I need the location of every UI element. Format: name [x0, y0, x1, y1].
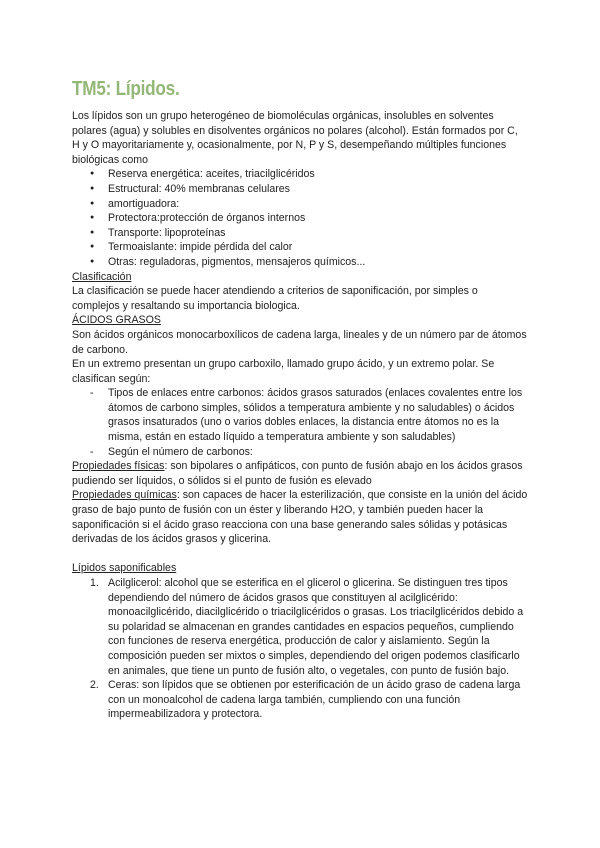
list-item-text: Acilglicerol: alcohol que se esterifica en el glicerol o glicerina. Se distinguen tres tipos dependiendo del número de ácidos grasos que constituyen al acilglicérido: monoacilglicérido, diacilglicérido o triacilglicéridos o grasas. Los triacilglicéridos debido a su polaridad se almacenan en grandes cantidades en espacios pequeños, cumpliendo con funciones de reserva energética, producción de calor y aislamiento. Según la composición pueden ser mixtos o simples, dependiendo del origen podemos clasificarlo en animales, que tiene un punto de fusión alto, o vegetales, con punto de fusión bajo. [108, 577, 524, 677]
acidos-grasos-heading: ÁCIDOS GRASOS [72, 314, 161, 327]
list-number: 1. [90, 577, 99, 589]
propiedades-fisicas-text: : son bipolares o anfipáticos, con punto de fusión abajo en los ácidos grasos pudiendo ser líquidos, o sólidos si el punto de fusión es elevado [72, 460, 523, 487]
acidos-grasos-paragraph-1: Son ácidos orgánicos monocarboxílicos de cadena larga, lineales y de un número par de átomos de carbono. [72, 328, 527, 356]
list-item-text: Ceras: son lípidos que se obtienen por esterificación de un ácido graso de cadena larga con un monoalcohol de cadena larga también, cumpliendo con una función impermeabilizadora y protectora. [108, 679, 521, 721]
list-item: ● Reserva energética: aceites, triacilglicéridos [90, 167, 528, 182]
list-item: ● Otras: reguladoras, pigmentos, mensajeros químicos... [90, 255, 528, 270]
propiedades-quimicas-paragraph [72, 488, 528, 546]
propiedades-fisicas-paragraph [72, 459, 528, 488]
clasificacion-paragraph: La clasificación se puede hacer atendiendo a criterios de saponificación, por simples o complejos y resaltando su importancia biologica. [72, 285, 478, 312]
list-item: ● Transporte: lipoproteínas [90, 226, 528, 241]
list-item: - Según el número de carbonos: [90, 445, 528, 460]
saponificables-list [72, 576, 528, 722]
spacer [72, 547, 528, 562]
propiedades-fisicas-label: Propiedades físicas [72, 460, 165, 473]
list-item: - Tipos de enlaces entre carbonos: ácidos grasos saturados (enlaces covalentes entre los átomos de carbono simples, sólidos a temperatura ambiente y no saludables) o ácidos grasos insaturados (uno o varios dobles enlaces, la distancia entre átomos no es la misma, están en estado líquido a temperatura ambiente y son saludables) [90, 386, 528, 444]
clasificacion-heading: Clasificación [72, 270, 132, 283]
acidos-criteria-list [72, 386, 528, 459]
functions-list [72, 167, 528, 269]
page-title: TM5: Lípidos. [72, 78, 180, 100]
list-item: ● amortiguadora: [90, 197, 528, 212]
list-item [90, 576, 528, 678]
intro-paragraph: Los lípidos son un grupo heterogéneo de biomoléculas orgánicas, insolubles en solventes polares (agua) y solubles en disolventes orgánicos no polares (alcohol). Están formados por C, H y O mayoritariamente y, ocasionalmente, por N, P y S, desempeñando múltiples funciones biológicas como [72, 110, 518, 166]
document-page [72, 78, 528, 722]
list-item [90, 678, 528, 722]
acidos-grasos-paragraph-2: En un extremo presentan un grupo carboxilo, llamado grupo ácido, y un extremo polar. Se clasifican según: [72, 358, 495, 385]
list-item: ● Termoaislante: impide pérdida del calor [90, 240, 528, 255]
lipidos-saponificables-heading: Lípidos saponificables [72, 562, 177, 575]
propiedades-quimicas-label: Propiedades químicas [72, 489, 177, 502]
propiedades-quimicas-text: : son capaces de hacer la esterilización, que consiste en la unión del ácido graso de bajo punto de fusión con un éster y liberando H2O, y también pueden hacer la saponificación si el ácido graso reacciona con una base generando sales sólidas y potásicas derivadas de los ácidos grasos y glicerina. [72, 489, 528, 546]
list-item: ● Protectora:protección de órganos internos [90, 211, 528, 226]
list-number: 2. [90, 679, 99, 692]
list-item: ● Estructural: 40% membranas celulares [90, 182, 528, 197]
